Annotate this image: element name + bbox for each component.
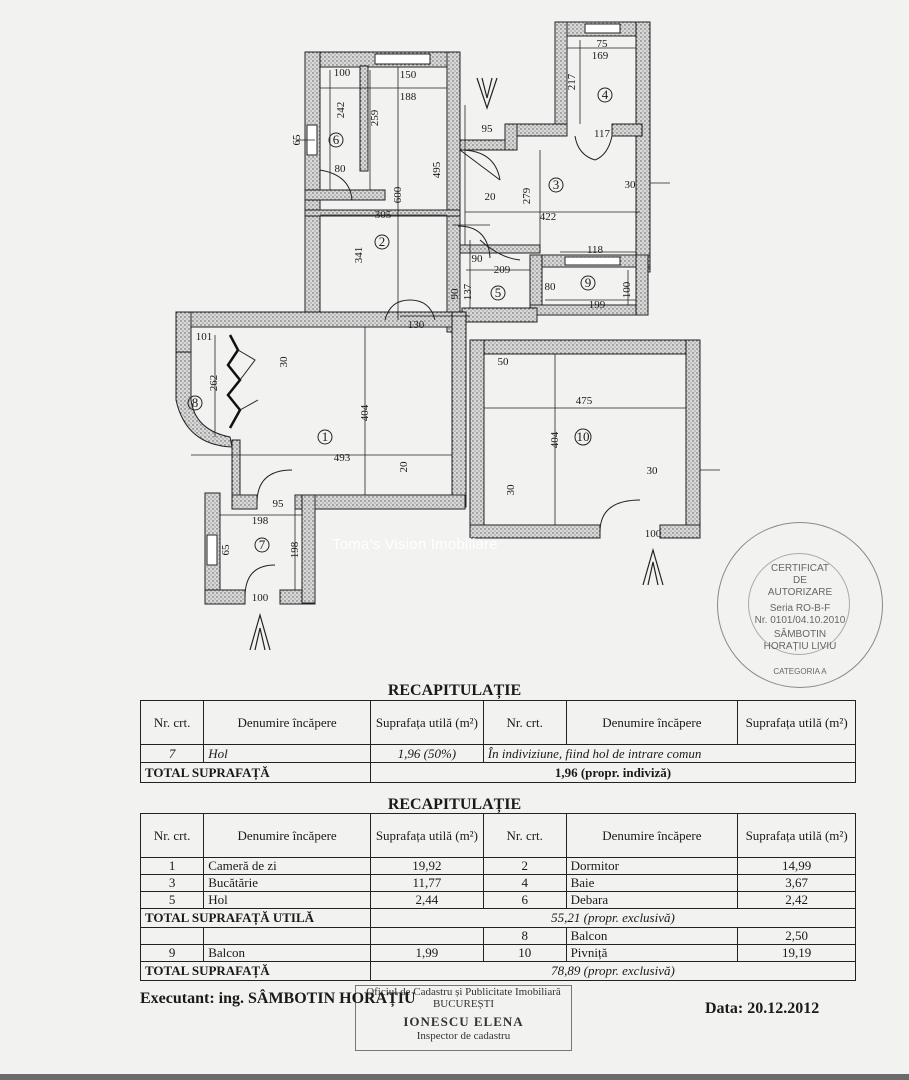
table-row: 3 Bucătărie 11,77 4 Baie 3,67 xyxy=(141,875,856,892)
svg-text:404: 404 xyxy=(359,404,371,422)
svg-text:50: 50 xyxy=(497,356,509,368)
svg-text:95: 95 xyxy=(481,123,493,135)
svg-text:199: 199 xyxy=(588,299,606,311)
executant-label: Executant: ing. SÂMBOTIN HORAȚIU xyxy=(140,990,416,1007)
date-label: Data: 20.12.2012 xyxy=(705,1000,820,1017)
room-10: 10 xyxy=(576,429,590,444)
total-util-row: TOTAL SUPRAFAȚĂ UTILĂ 55,21 (propr. exclusivă) xyxy=(141,909,856,928)
room-6: 6 xyxy=(332,132,340,147)
table-row: 5 Hol 2,44 6 Debara 2,42 xyxy=(141,892,856,909)
svg-text:30: 30 xyxy=(624,179,636,191)
room-9: 9 xyxy=(584,275,592,290)
svg-text:495: 495 xyxy=(431,161,443,179)
svg-text:20: 20 xyxy=(484,191,496,203)
svg-text:209: 209 xyxy=(493,264,511,276)
svg-text:217: 217 xyxy=(566,73,578,91)
room-5: 5 xyxy=(494,285,502,300)
svg-text:20: 20 xyxy=(398,461,410,473)
table-row: 9 Balcon 1,99 10 Pivniță 19,19 xyxy=(141,945,856,962)
svg-text:118: 118 xyxy=(586,244,604,256)
recap2-table: Nr. crt. Denumire încăpere Suprafața utilă (m²) Nr. crt. Denumire încăpere Suprafața utilă (m²) 1 Cameră de zi 19,92 2 Dormitor 14,99 3 Bucătărie 11,77 4 Baie 3,67 5 Hol 2,44 6 Debara 2,42 TOTAL SUPRAFAȚĂ UTILĂ 55,21 (propr. exclusivă) 8 Balcon 2,50 9 Balcon 1,99 10 Pivniță 19,19 TOTAL SUPRAFAȚĂ 78,89 (propr. exclusivă) xyxy=(140,813,856,981)
table-row: 1 Cameră de zi 19,92 2 Dormitor 14,99 xyxy=(141,858,856,875)
svg-text:341: 341 xyxy=(353,246,365,264)
svg-text:259: 259 xyxy=(369,109,381,127)
total-row: TOTAL SUPRAFAȚĂ 78,89 (propr. exclusivă) xyxy=(141,962,856,981)
total-row: TOTAL SUPRAFAȚĂ 1,96 (propr. indiviză) xyxy=(141,763,856,783)
room-7: 7 xyxy=(258,537,266,552)
svg-text:475: 475 xyxy=(575,395,593,407)
svg-text:30: 30 xyxy=(646,465,658,477)
svg-text:279: 279 xyxy=(521,187,533,205)
svg-text:137: 137 xyxy=(462,283,474,301)
svg-text:30: 30 xyxy=(505,484,517,496)
svg-text:30: 30 xyxy=(278,356,290,368)
room-3: 3 xyxy=(552,177,560,192)
svg-text:150: 150 xyxy=(399,69,417,81)
total-value: 1,96 (propr. indiviză) xyxy=(370,763,855,783)
folding-door xyxy=(228,335,240,428)
scan-edge xyxy=(0,1074,909,1080)
svg-text:100: 100 xyxy=(621,281,633,299)
svg-text:600: 600 xyxy=(392,186,404,204)
svg-text:101: 101 xyxy=(195,331,213,343)
watermark: Toma's Vision Imobiliare xyxy=(332,536,498,553)
svg-text:100: 100 xyxy=(333,67,351,79)
svg-text:169: 169 xyxy=(591,50,609,62)
svg-text:404: 404 xyxy=(549,431,561,449)
svg-text:198: 198 xyxy=(289,541,301,559)
svg-text:65: 65 xyxy=(220,544,232,556)
authorization-stamp: CERTIFICAT DE AUTORIZARE Seria RO-B-F Nr. 0101/04.10.2010 SÂMBOTIN HORAȚIU LIVIU CATEGORIA A xyxy=(717,522,883,688)
room-2: 2 xyxy=(378,234,386,249)
svg-text:90: 90 xyxy=(471,253,483,265)
svg-text:242: 242 xyxy=(335,101,347,119)
svg-text:95: 95 xyxy=(272,498,284,510)
svg-text:117: 117 xyxy=(593,128,611,140)
svg-text:80: 80 xyxy=(544,281,556,293)
svg-text:262: 262 xyxy=(208,374,220,392)
recap1-table: Nr. crt. Denumire încăpere Suprafața utilă (m²) Nr. crt. Denumire încăpere Suprafața utilă (m²) 7 Hol 1,96 (50%) În indiviziune, fiind hol de intrare comun TOTAL SUPRAFAȚĂ 1,96 (propr. indiviză) xyxy=(140,700,856,783)
table-row: 7 Hol 1,96 (50%) În indiviziune, fiind hol de intrare comun xyxy=(141,745,856,763)
svg-text:100: 100 xyxy=(644,528,662,540)
svg-text:90: 90 xyxy=(449,288,461,300)
ocpi-stamp: Oficiul de Cadastru și Publicitate Imobiliară BUCUREȘTI IONESCU ELENA Inspector de cadastru xyxy=(355,985,572,1051)
svg-text:100: 100 xyxy=(251,592,269,604)
table-row: 8 Balcon 2,50 xyxy=(141,928,856,945)
svg-text:188: 188 xyxy=(399,91,417,103)
svg-text:198: 198 xyxy=(251,515,269,527)
room-1: 1 xyxy=(321,429,329,444)
svg-text:130: 130 xyxy=(407,319,425,331)
svg-text:422: 422 xyxy=(539,211,557,223)
svg-text:75: 75 xyxy=(596,38,608,50)
recap2-title: RECAPITULAȚIE xyxy=(387,796,522,813)
recap1-title: RECAPITULAȚIE xyxy=(387,682,522,699)
svg-text:493: 493 xyxy=(333,452,351,464)
svg-text:305: 305 xyxy=(374,209,392,221)
svg-text:80: 80 xyxy=(334,163,346,175)
room-8: 8 xyxy=(191,395,199,410)
room-4: 4 xyxy=(601,87,609,102)
svg-text:65: 65 xyxy=(291,134,303,146)
